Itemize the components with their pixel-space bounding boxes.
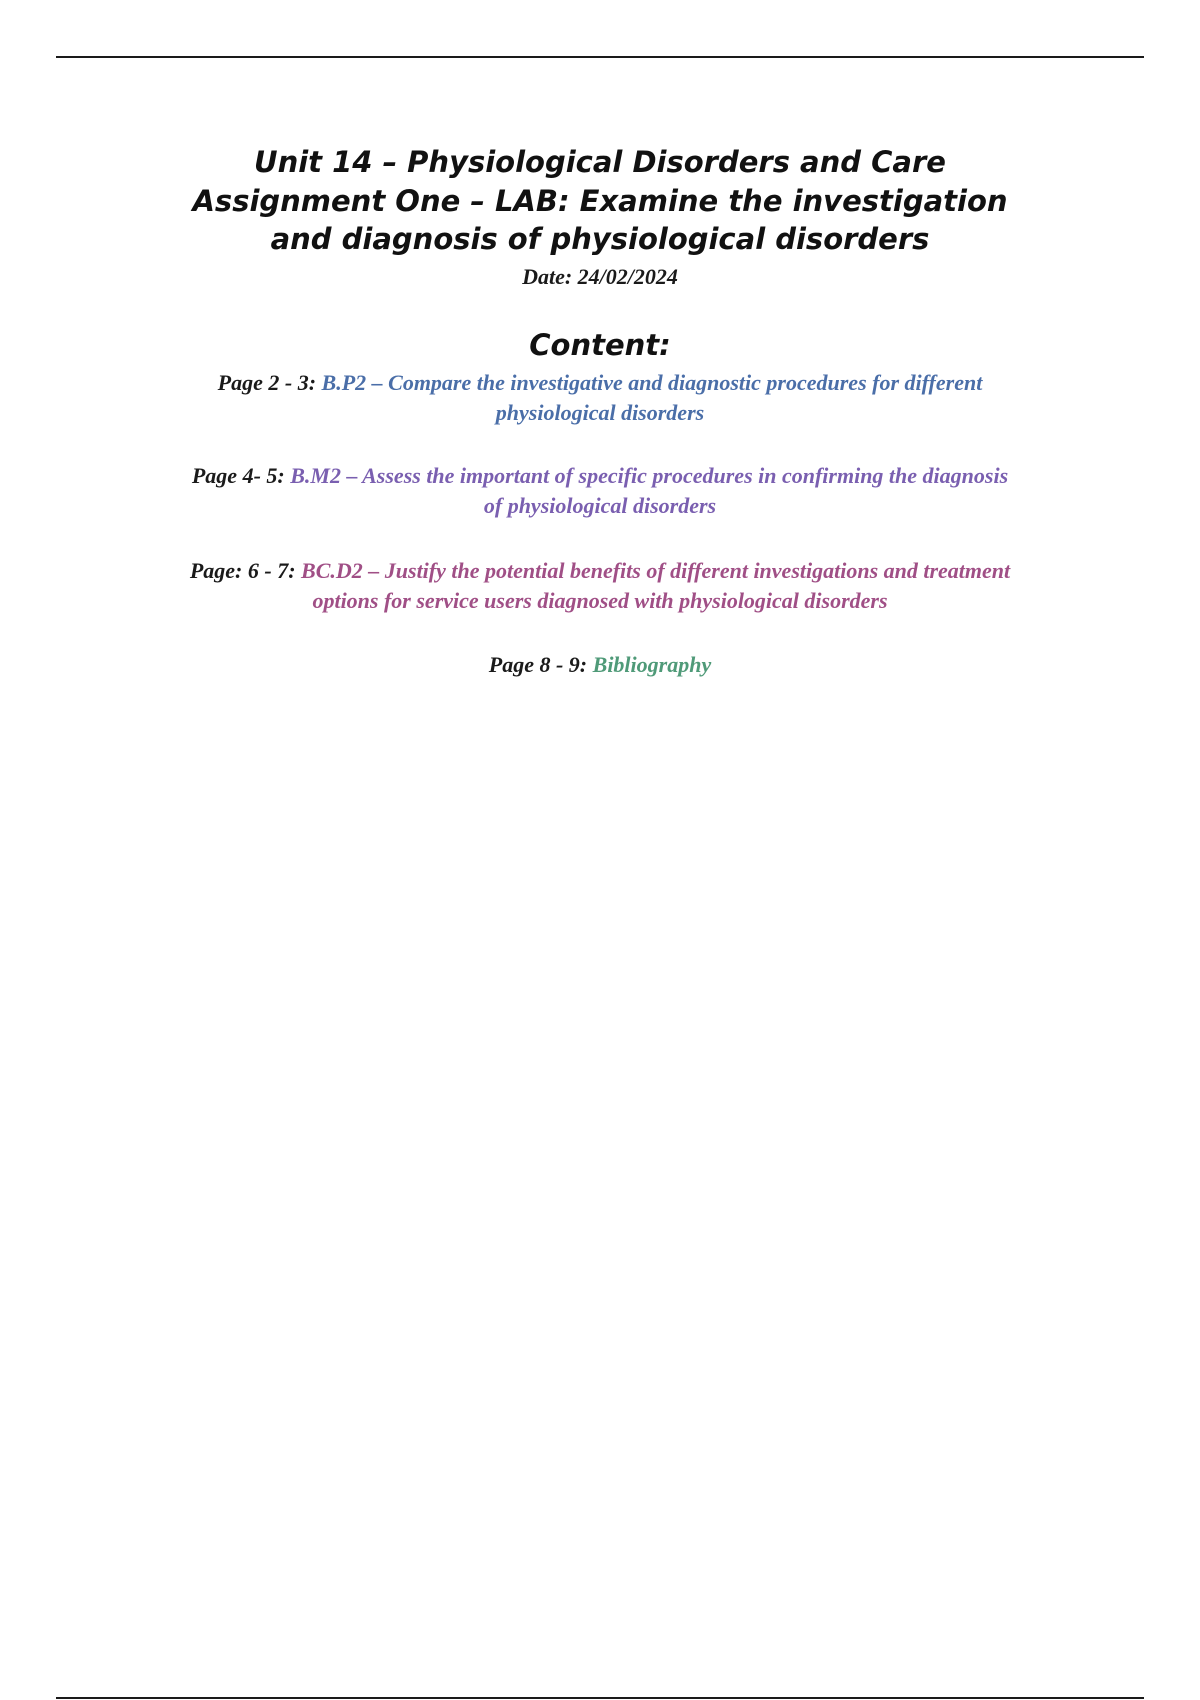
title-line-3: and diagnosis of physiological disorders bbox=[270, 222, 930, 256]
title-line-2: Assignment One – LAB: Examine the investigation bbox=[192, 183, 1008, 218]
toc-entry-line-1 bbox=[130, 368, 1070, 398]
toc-entry-line-1 bbox=[130, 556, 1070, 586]
toc-entry bbox=[130, 650, 1070, 680]
toc-entry bbox=[130, 368, 1070, 428]
header-rule bbox=[56, 56, 1144, 58]
toc-entry-line-1 bbox=[130, 461, 1070, 491]
toc-description-continued: physiological disorders bbox=[495, 400, 705, 425]
toc-description: B.M2 – Assess the important of specific procedures in confirming the diagnosis bbox=[290, 463, 1009, 488]
toc-entry bbox=[130, 461, 1070, 521]
document-date: Date: 24/02/2024 bbox=[522, 264, 678, 289]
contents-heading: Content: bbox=[529, 328, 671, 362]
toc-page-range: Page: 6 - 7: bbox=[189, 558, 296, 583]
toc-description-continued: of physiological disorders bbox=[483, 493, 717, 518]
toc-description: B.P2 – Compare the investigative and diagnostic procedures for different bbox=[321, 370, 983, 395]
toc-description-continued: options for service users diagnosed with physiological disorders bbox=[312, 588, 888, 613]
toc-entry bbox=[130, 556, 1070, 616]
toc-page-range: Page 4- 5: bbox=[191, 463, 285, 488]
toc-description: Bibliography bbox=[592, 652, 712, 677]
toc-description: BC.D2 – Justify the potential benefits of different investigations and treatment bbox=[301, 558, 1011, 583]
footer-rule bbox=[56, 1697, 1144, 1699]
toc-page-range: Page 2 - 3: bbox=[217, 370, 317, 395]
document-title bbox=[130, 143, 1070, 259]
title-line-1: Unit 14 – Physiological Disorders and Care bbox=[254, 145, 946, 179]
toc-entry-line-1 bbox=[130, 650, 1070, 680]
toc-page-range: Page 8 - 9: bbox=[488, 652, 588, 677]
